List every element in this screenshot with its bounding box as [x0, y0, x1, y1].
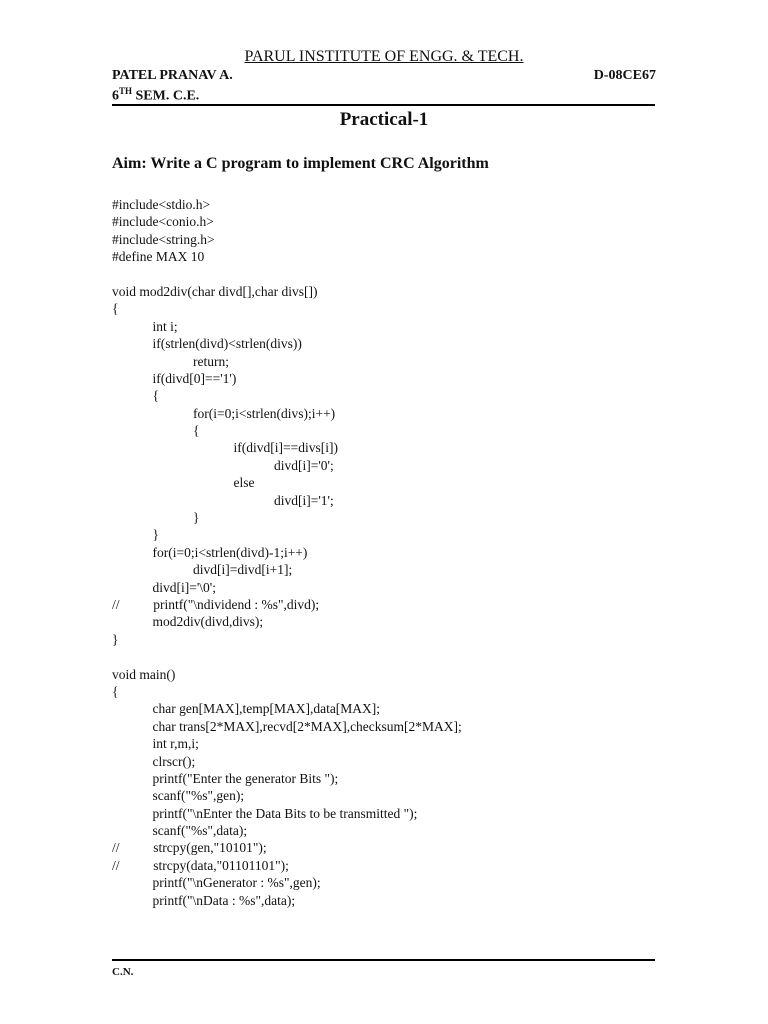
- code-line: #define MAX 10: [112, 249, 205, 265]
- code-line: scanf("%s",gen);: [112, 788, 245, 804]
- code-line: divd[i]='0';: [112, 457, 334, 473]
- code-line: for(i=0;i<strlen(divs);i++): [112, 405, 336, 421]
- code-listing: [112, 196, 462, 909]
- code-line: void mod2div(char divd[],char divs[]): [112, 283, 318, 299]
- code-line: printf("\nGenerator : %s",gen);: [112, 875, 321, 891]
- code-line: char trans[2*MAX],recvd[2*MAX],checksum[2*MAX];: [112, 718, 462, 734]
- practical-title: Practical-1: [339, 109, 429, 130]
- code-line: printf("\nEnter the Data Bits to be transmitted ");: [112, 805, 418, 821]
- code-line: {: [112, 423, 200, 439]
- code-line: for(i=0;i<strlen(divd)-1;i++): [112, 544, 308, 560]
- code-line: [112, 266, 462, 283]
- code-line: printf("\nData : %s",data);: [112, 892, 296, 908]
- code-line: // strcpy(data,"01101101");: [112, 857, 289, 873]
- code-line: clrscr();: [112, 753, 196, 769]
- header-rule: [112, 104, 655, 106]
- code-line: // strcpy(gen,"10101");: [112, 840, 267, 856]
- aim-heading: Aim: Write a C program to implement CRC Algorithm: [112, 155, 489, 172]
- code-line: if(divd[i]==divs[i]): [112, 440, 338, 456]
- code-line: printf("Enter the generator Bits ");: [112, 770, 339, 786]
- code-line: #include<conio.h>: [112, 214, 214, 230]
- code-line: void main(): [112, 666, 176, 682]
- footer-text: C.N.: [112, 966, 134, 978]
- code-line: int r,m,i;: [112, 736, 199, 752]
- code-line: #include<stdio.h>: [112, 197, 211, 212]
- code-line: divd[i]='1';: [112, 492, 334, 508]
- code-line: {: [112, 388, 159, 404]
- code-line: divd[i]=divd[i+1];: [112, 562, 293, 578]
- footer-rule: [112, 959, 655, 961]
- student-name: PATEL PRANAV A.: [112, 68, 233, 83]
- code-line: char gen[MAX],temp[MAX],data[MAX];: [112, 701, 381, 717]
- code-line: return;: [112, 353, 229, 369]
- code-line: if(strlen(divd)<strlen(divs)): [112, 336, 302, 352]
- code-line: }: [112, 631, 119, 647]
- code-line: mod2div(divd,divs);: [112, 614, 264, 630]
- code-line: scanf("%s",data);: [112, 823, 248, 839]
- code-line: {: [112, 683, 119, 699]
- code-line: // printf("\ndividend : %s",divd);: [112, 596, 320, 612]
- code-line: int i;: [112, 318, 178, 334]
- semester-number: 6: [112, 88, 119, 104]
- code-line: {: [112, 301, 119, 317]
- code-line: }: [112, 510, 200, 526]
- code-line: divd[i]='\0';: [112, 579, 216, 595]
- semester-rest: SEM. C.E.: [132, 88, 200, 104]
- semester: [112, 86, 199, 105]
- code-line: [112, 648, 462, 665]
- code-line: if(divd[0]=='1'): [112, 370, 237, 386]
- code-line: #include<string.h>: [112, 231, 215, 247]
- code-line: else: [112, 475, 255, 491]
- roll-number: D-08CE67: [593, 68, 656, 83]
- code-line: }: [112, 527, 159, 543]
- semester-suffix: TH: [119, 86, 133, 96]
- institute-name: PARUL INSTITUTE OF ENGG. & TECH.: [244, 48, 524, 65]
